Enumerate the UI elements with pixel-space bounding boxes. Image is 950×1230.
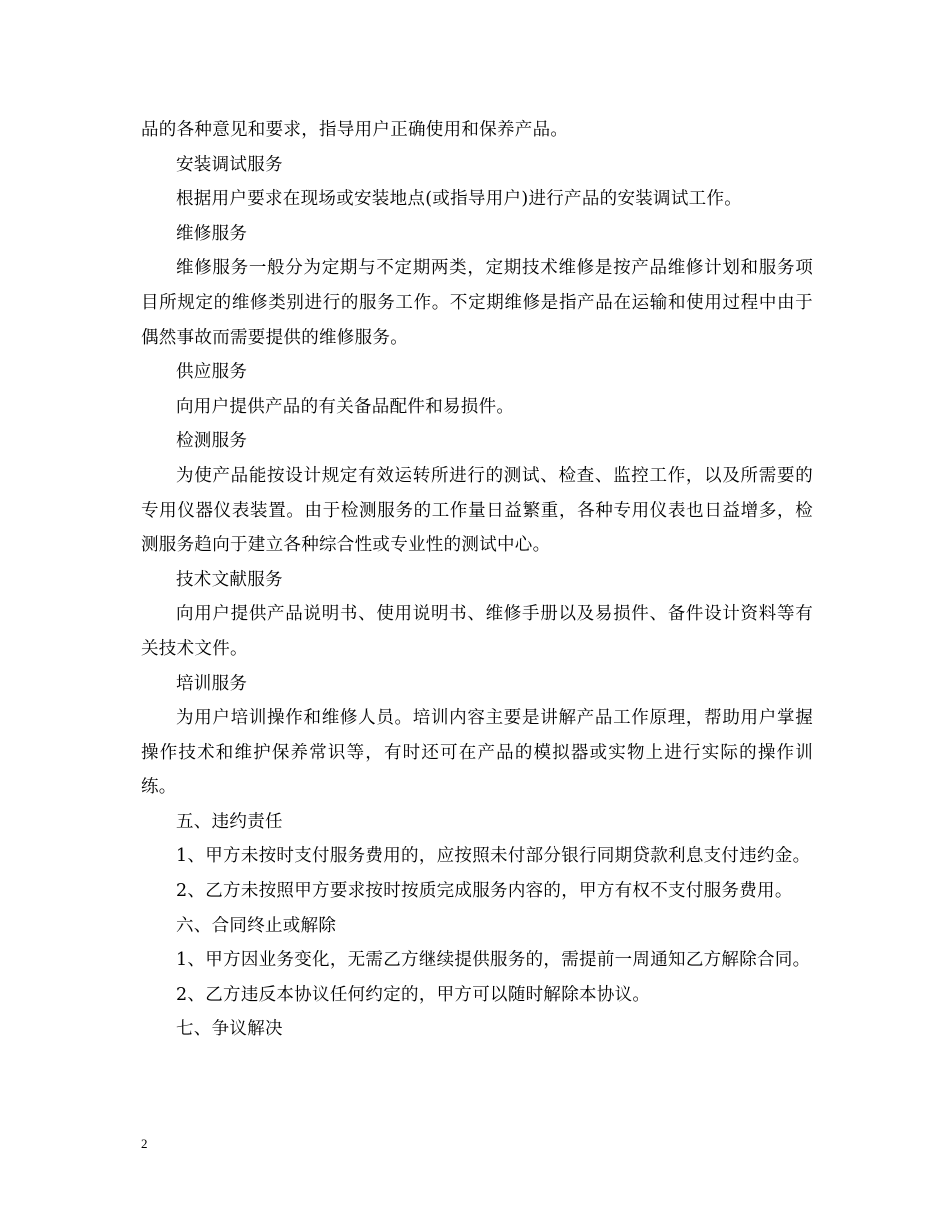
paragraph-technical-docs: 向用户提供产品说明书、使用说明书、维修手册以及易损件、备件设计资料等有关技术文件。 (141, 604, 813, 659)
heading-installation-service: 安装调试服务 (176, 154, 283, 175)
heading-testing-service: 检测服务 (176, 431, 248, 452)
paragraph-continuation: 品的各种意见和要求，指导用户正确使用和保养产品。 (141, 120, 569, 140)
heading-maintenance-service: 维修服务 (176, 223, 248, 244)
heading-training-service: 培训服务 (176, 673, 248, 694)
paragraph-training: 为用户培训操作和维修人员。培训内容主要是讲解产品工作原理，帮助用户掌握操作技术和维护保养常识等，有时还可在产品的模拟器或实物上进行实际的操作训练。 (141, 708, 813, 798)
paragraph-maintenance: 维修服务一般分为定期与不定期两类，定期技术维修是按产品维修计划和服务项目所规定的维修类别进行的服务工作。不定期维修是指产品在运输和使用过程中由于偶然事故而需要提供的维修服务。 (141, 258, 813, 348)
document-body (141, 113, 813, 1047)
clause-breach-1: 1、甲方未按时支付服务费用的，应按照未付部分银行同期贷款利息支付违约金。 (176, 846, 811, 867)
paragraph-supply: 向用户提供产品的有关备品配件和易损件。 (176, 396, 515, 417)
heading-technical-docs-service: 技术文献服务 (176, 569, 283, 590)
paragraph-testing: 为使产品能按设计规定有效运转所进行的测试、检查、监控工作，以及所需要的专用仪器仪表装置。由于检测服务的工作量日益繁重，各种专用仪表也日益增多，检测服务趋向于建立各种综合性或专业性的测试中心。 (141, 465, 813, 556)
paragraph-installation: 根据用户要求在现场或安装地点(或指导用户)进行产品的安装调试工作。 (176, 189, 743, 210)
clause-termination-2: 2、乙方违反本协议任何约定的，甲方可以随时解除本协议。 (176, 984, 651, 1005)
heading-dispute-resolution: 七、争议解决 (176, 1019, 283, 1040)
page-number: 2 (141, 1136, 148, 1151)
heading-breach-liability: 五、违约责任 (176, 811, 283, 832)
clause-termination-1: 1、甲方因业务变化，无需乙方继续提供服务的，需提前一周通知乙方解除合同。 (176, 950, 811, 971)
heading-supply-service: 供应服务 (176, 362, 248, 383)
clause-breach-2: 2、乙方未按照甲方要求按时按质完成服务内容的，甲方有权不支付服务费用。 (176, 881, 793, 902)
heading-termination: 六、合同终止或解除 (176, 915, 337, 936)
